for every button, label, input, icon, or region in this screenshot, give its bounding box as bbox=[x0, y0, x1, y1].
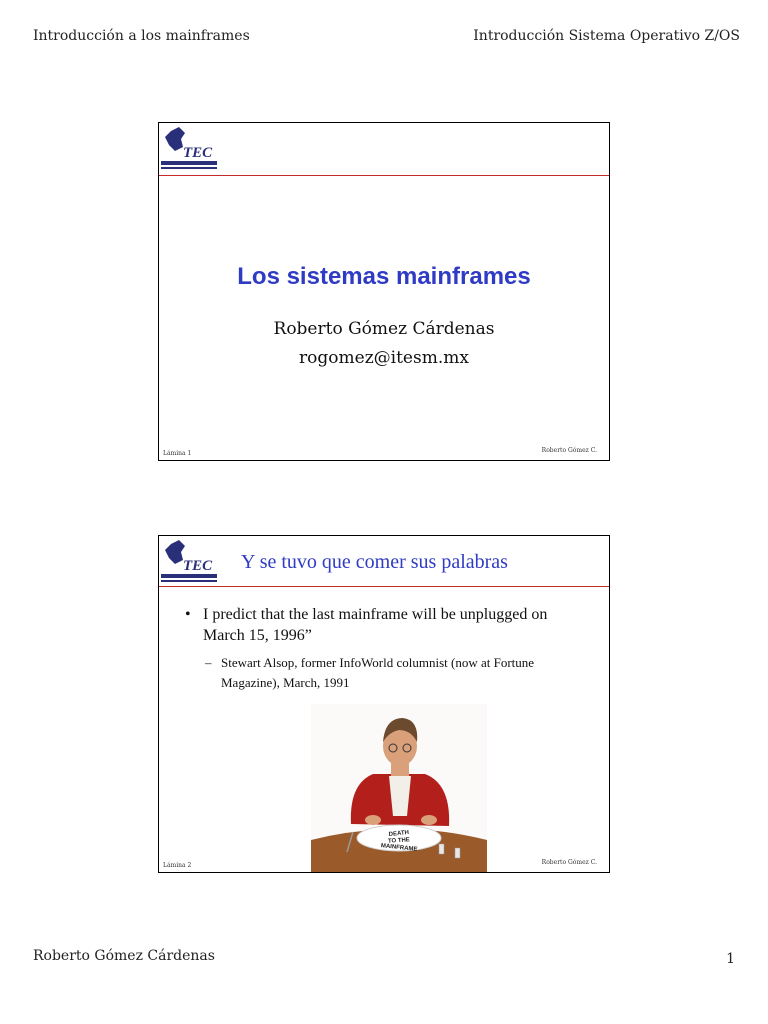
slide-title: Los sistemas mainframes bbox=[237, 263, 531, 290]
svg-text:TEC: TEC bbox=[183, 145, 213, 161]
slide-email: rogomez@itesm.mx bbox=[299, 348, 469, 368]
header-rule bbox=[159, 586, 609, 587]
sub-bullet-text: Stewart Alsop, former InfoWorld columnist (now at Fortune Magazine), March, 1991 bbox=[221, 655, 535, 690]
svg-text:MAINFRAME: MAINFRAME bbox=[380, 843, 418, 853]
slide-author: Roberto Gómez Cárdenas bbox=[273, 319, 495, 339]
bullet-item bbox=[185, 604, 585, 646]
slide-credit: Roberto Gómez C. bbox=[541, 859, 597, 866]
bullet-text: I predict that the last mainframe will be unplugged on March 15, 1996” bbox=[203, 606, 548, 644]
bullet-icon: • bbox=[185, 606, 191, 623]
tec-logo-icon bbox=[161, 540, 219, 584]
page-header-left: Introducción a los mainframes bbox=[33, 28, 250, 44]
slide-number: Lámina 1 bbox=[163, 450, 192, 457]
slide-number: Lámina 2 bbox=[163, 862, 192, 869]
slide-title: Y se tuvo que comer sus palabras bbox=[241, 551, 508, 573]
slide-1 bbox=[158, 122, 610, 461]
svg-text:DEATH: DEATH bbox=[388, 829, 410, 839]
man-eating-plate-photo bbox=[311, 704, 487, 872]
svg-text:TO THE: TO THE bbox=[387, 837, 411, 845]
header-rule bbox=[159, 175, 609, 176]
svg-text:TEC: TEC bbox=[183, 558, 213, 574]
page-footer-author: Roberto Gómez Cárdenas bbox=[33, 948, 215, 964]
tec-logo-icon bbox=[161, 127, 219, 171]
page-header-right: Introducción Sistema Operativo Z/OS bbox=[473, 28, 740, 44]
dash-icon: – bbox=[205, 655, 212, 670]
page-number: 1 bbox=[726, 951, 735, 967]
slide-2 bbox=[158, 535, 610, 873]
sub-bullet-item bbox=[205, 653, 585, 693]
slide-credit: Roberto Gómez C. bbox=[541, 447, 597, 454]
